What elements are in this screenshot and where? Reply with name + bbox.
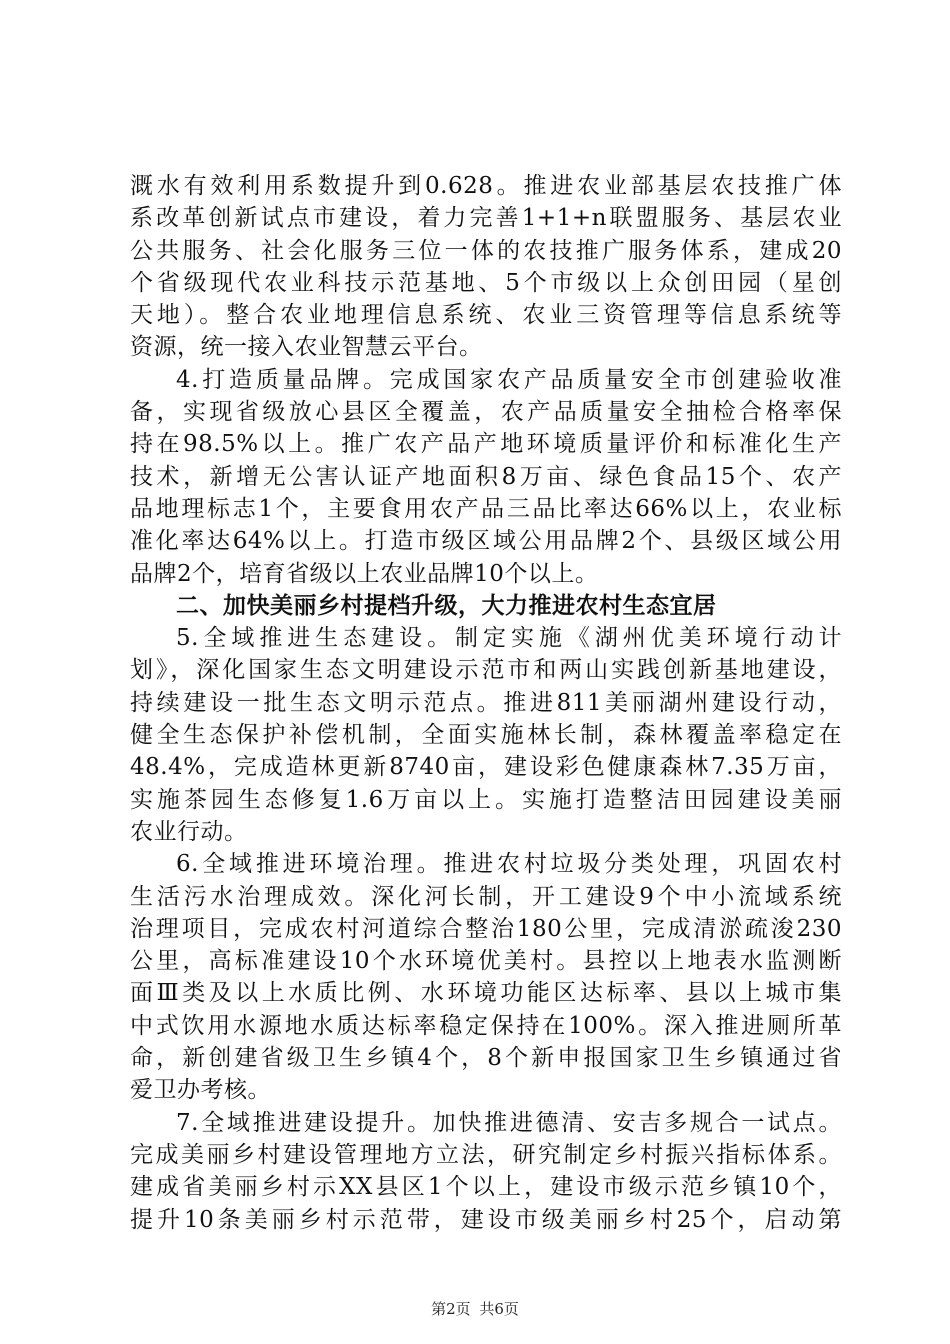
text-line: 品地理标志1个，主要食用农产品三品比率达66%以上，农业标 xyxy=(130,495,842,522)
text-line: 爱卫办考核。 xyxy=(130,1077,271,1104)
text-line: 5.全域推进生态建设。制定实施《湖州优美环境行动计 xyxy=(176,625,842,652)
text-line: 农业行动。 xyxy=(130,818,248,845)
text-line: 技术，新增无公害认证产地面积8万亩、绿色食品15个、农产 xyxy=(130,463,842,490)
text-line: 个省级现代农业科技示范基地、5个市级以上众创田园（星创 xyxy=(130,269,842,296)
text-line: 建成省美丽乡村示XX县区1个以上，建设市级示范乡镇10个， xyxy=(130,1174,842,1201)
section-heading: 二、加快美丽乡村提档升级，大力推进农村生态宜居 xyxy=(176,591,717,619)
text-line: 48.4%，完成造林更新8740亩，建设彩色健康森林7.35万亩， xyxy=(130,754,842,781)
document-body xyxy=(130,170,842,1236)
text-line: 完成美丽乡村建设管理地方立法，研究制定乡村振兴指标体系。 xyxy=(130,1141,842,1168)
page-footer xyxy=(0,1298,950,1319)
text-line: 实施茶园生态修复1.6万亩以上。实施打造整洁田园建设美丽 xyxy=(130,786,842,813)
text-line: 7.全域推进建设提升。加快推进德清、安吉多规合一试点。 xyxy=(176,1109,842,1136)
text-line: 溉水有效利用系数提升到0.628。推进农业部基层农技推广体 xyxy=(130,173,842,199)
text-line: 天地）。整合农业地理信息系统、农业三资管理等信息系统等 xyxy=(130,302,842,329)
text-line: 资源，统一接入农业智慧云平台。 xyxy=(130,334,483,361)
text-line: 6.全域推进环境治理。推进农村垃圾分类处理，巩固农村 xyxy=(176,851,842,878)
text-line: 公共服务、社会化服务三位一体的农技推广服务体系，建成20 xyxy=(130,237,842,264)
page-total: 共6页 xyxy=(479,1300,519,1318)
page-number: 第2页 xyxy=(431,1300,471,1318)
text-line: 中式饮用水源地水质达标率稳定保持在100%。深入推进厕所革 xyxy=(130,1012,842,1039)
text-line: 品牌2个，培育省级以上农业品牌10个以上。 xyxy=(130,560,599,587)
text-line: 健全生态保护补偿机制，全面实施林长制，森林覆盖率稳定在 xyxy=(130,722,842,749)
text-line: 面Ⅲ类及以上水质比例、水环境功能区达标率、县以上城市集 xyxy=(130,980,842,1007)
text-line: 提升10条美丽乡村示范带，建设市级美丽乡村25个，启动第 xyxy=(130,1206,842,1233)
text-line: 准化率达64%以上。打造市级区域公用品牌2个、县级区域公用 xyxy=(130,528,842,555)
text-line: 命，新创建省级卫生乡镇4个，8个新申报国家卫生乡镇通过省 xyxy=(130,1045,842,1072)
text-line: 系改革创新试点市建设，着力完善1+1+n联盟服务、基层农业 xyxy=(130,205,842,232)
text-line: 持续建设一批生态文明示范点。推进811美丽湖州建设行动， xyxy=(130,689,842,716)
text-line: 公里，高标准建设10个水环境优美村。县控以上地表水监测断 xyxy=(130,948,842,975)
text-line: 备，实现省级放心县区全覆盖，农产品质量安全抽检合格率保 xyxy=(130,399,842,426)
text-line: 生活污水治理成效。深化河长制，开工建设9个中小流域系统 xyxy=(130,883,842,910)
text-line: 4.打造质量品牌。完成国家农产品质量安全市创建验收准 xyxy=(176,366,842,393)
text-line: 持在98.5%以上。推广农产品产地环境质量评价和标准化生产 xyxy=(130,431,842,458)
text-line: 划》，深化国家生态文明建设示范市和两山实践创新基地建设， xyxy=(130,657,842,684)
text-line: 治理项目，完成农村河道综合整治180公里，完成清淤疏浚230 xyxy=(130,915,842,942)
